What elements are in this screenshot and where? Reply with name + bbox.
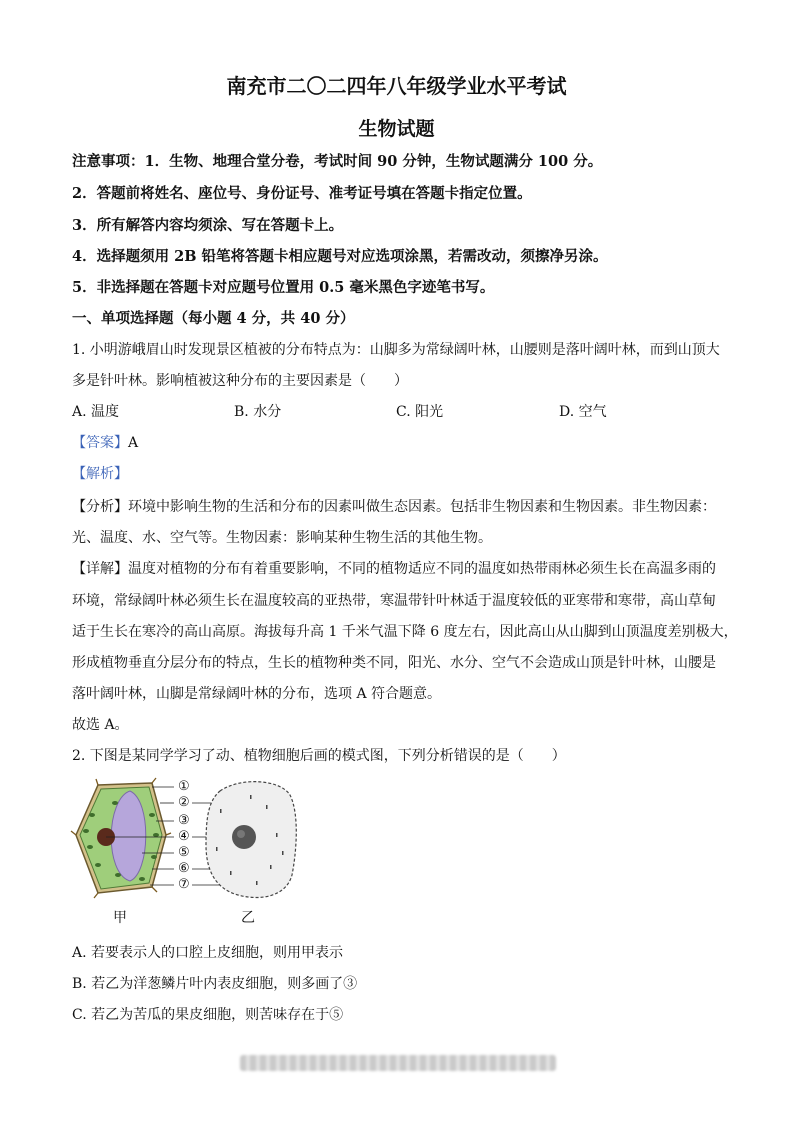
figure-label-6: ⑥: [178, 861, 190, 876]
figure-label-1: ①: [178, 779, 190, 794]
q1-stem-line-2: 多是针叶林。影响植被这种分布的主要因素是（ ）: [72, 373, 408, 389]
figure-label-7: ⑦: [178, 877, 190, 892]
q1-stem-line-1: 1. 小明游峨眉山时发现景区植被的分布特点为：山脚多为常绿阔叶林，山腰则是落叶阔叶林，而到山顶大: [72, 342, 720, 358]
q2-option-a: A. 若要表示人的口腔上皮细胞，则用甲表示: [72, 945, 344, 961]
note-line-2: 2．答题前将姓名、座位号、身份证号、准考证号填在答题卡指定位置。: [72, 185, 532, 202]
q1-option-a: A. 温度: [72, 404, 120, 420]
cell-diagram: [70, 775, 310, 925]
answer-value: A: [128, 435, 139, 451]
q2-stem: 2. 下图是某同学学习了动、植物细胞后画的模式图，下列分析错误的是（ ）: [72, 748, 566, 764]
figure-label-3: ③: [178, 813, 190, 828]
note-line-3: 3．所有解答内容均须涂、写在答题卡上。: [72, 217, 344, 234]
detail-line-3: 适于生长在寒冷的高山高原。海拔每升高 1 千米气温下降 6 度左右，因此高山从山脚到山顶温度差别极大，: [72, 624, 738, 640]
q1-answer: [72, 432, 138, 452]
note-line-4: 4．选择题须用 2B 铅笔将答题卡相应题号对应选项涂黑，若需改动，须擦净另涂。: [72, 248, 608, 265]
detail-tag: 【详解】: [72, 561, 128, 577]
fenxi-tag: 【分析】: [72, 499, 128, 515]
detail-line-5: 落叶阔叶林，山脚是常绿阔叶林的分布，选项 A 符合题意。: [72, 686, 442, 702]
cell-a-caption: 甲: [113, 910, 127, 926]
blurred-footer: [240, 1055, 556, 1071]
figure-label-4: ④: [178, 829, 190, 844]
note-line-5: 5．非选择题在答题卡对应题号位置用 0.5 毫米黑色字迹笔书写。: [72, 279, 495, 296]
analysis-tag: 【解析】: [72, 466, 128, 482]
q1-option-c: C. 阳光: [396, 404, 444, 420]
detail-line-2: 环境，常绿阔叶林必须生长在温度较高的亚热带，寒温带针叶林适于温度较低的亚寒带和寒带，高山草甸: [72, 593, 716, 609]
q2-option-c: C. 若乙为苦瓜的果皮细胞，则苦味存在于⑤: [72, 1007, 344, 1023]
detail-line-1: [72, 558, 716, 578]
detail-text-1: 温度对植物的分布有着重要影响，不同的植物适应不同的温度如热带雨林必须生长在高温多雨的: [128, 561, 716, 577]
exam-title: 南充市二〇二四年八年级学业水平考试: [226, 74, 567, 98]
note-line-1: 注意事项：1．生物、地理合堂分卷，考试时间 90 分钟，生物试题满分 100 分。: [72, 153, 603, 170]
q1-option-d: D. 空气: [559, 404, 607, 420]
fenxi-line-2: 光、温度、水、空气等。生物因素：影响某种生物生活的其他生物。: [72, 530, 492, 546]
cell-b: [206, 782, 296, 898]
cell-b-caption: 乙: [241, 910, 255, 926]
plant-cell: [71, 778, 171, 898]
detail-line-4: 形成植物垂直分层分布的特点，生长的植物种类不同，阳光、水分、空气不会造成山顶是针叶林，山腰是: [72, 655, 716, 671]
exam-subtitle: 生物试题: [358, 118, 435, 140]
section-title: 一、单项选择题（每小题 4 分，共 40 分）: [72, 310, 355, 327]
fenxi-line-1: [72, 496, 716, 516]
fenxi-text-1: 环境中影响生物的生活和分布的因素叫做生态因素。包括非生物因素和生物因素。非生物因素：: [128, 499, 716, 515]
q2-option-b: B. 若乙为洋葱鳞片叶内表皮细胞，则多画了③: [72, 976, 358, 992]
answer-tag: 【答案】: [72, 435, 128, 451]
figure-label-2: ②: [178, 795, 190, 810]
q1-option-b: B. 水分: [234, 404, 282, 420]
figure-label-5: ⑤: [178, 845, 190, 860]
q1-conclusion: 故选 A。: [72, 717, 129, 733]
